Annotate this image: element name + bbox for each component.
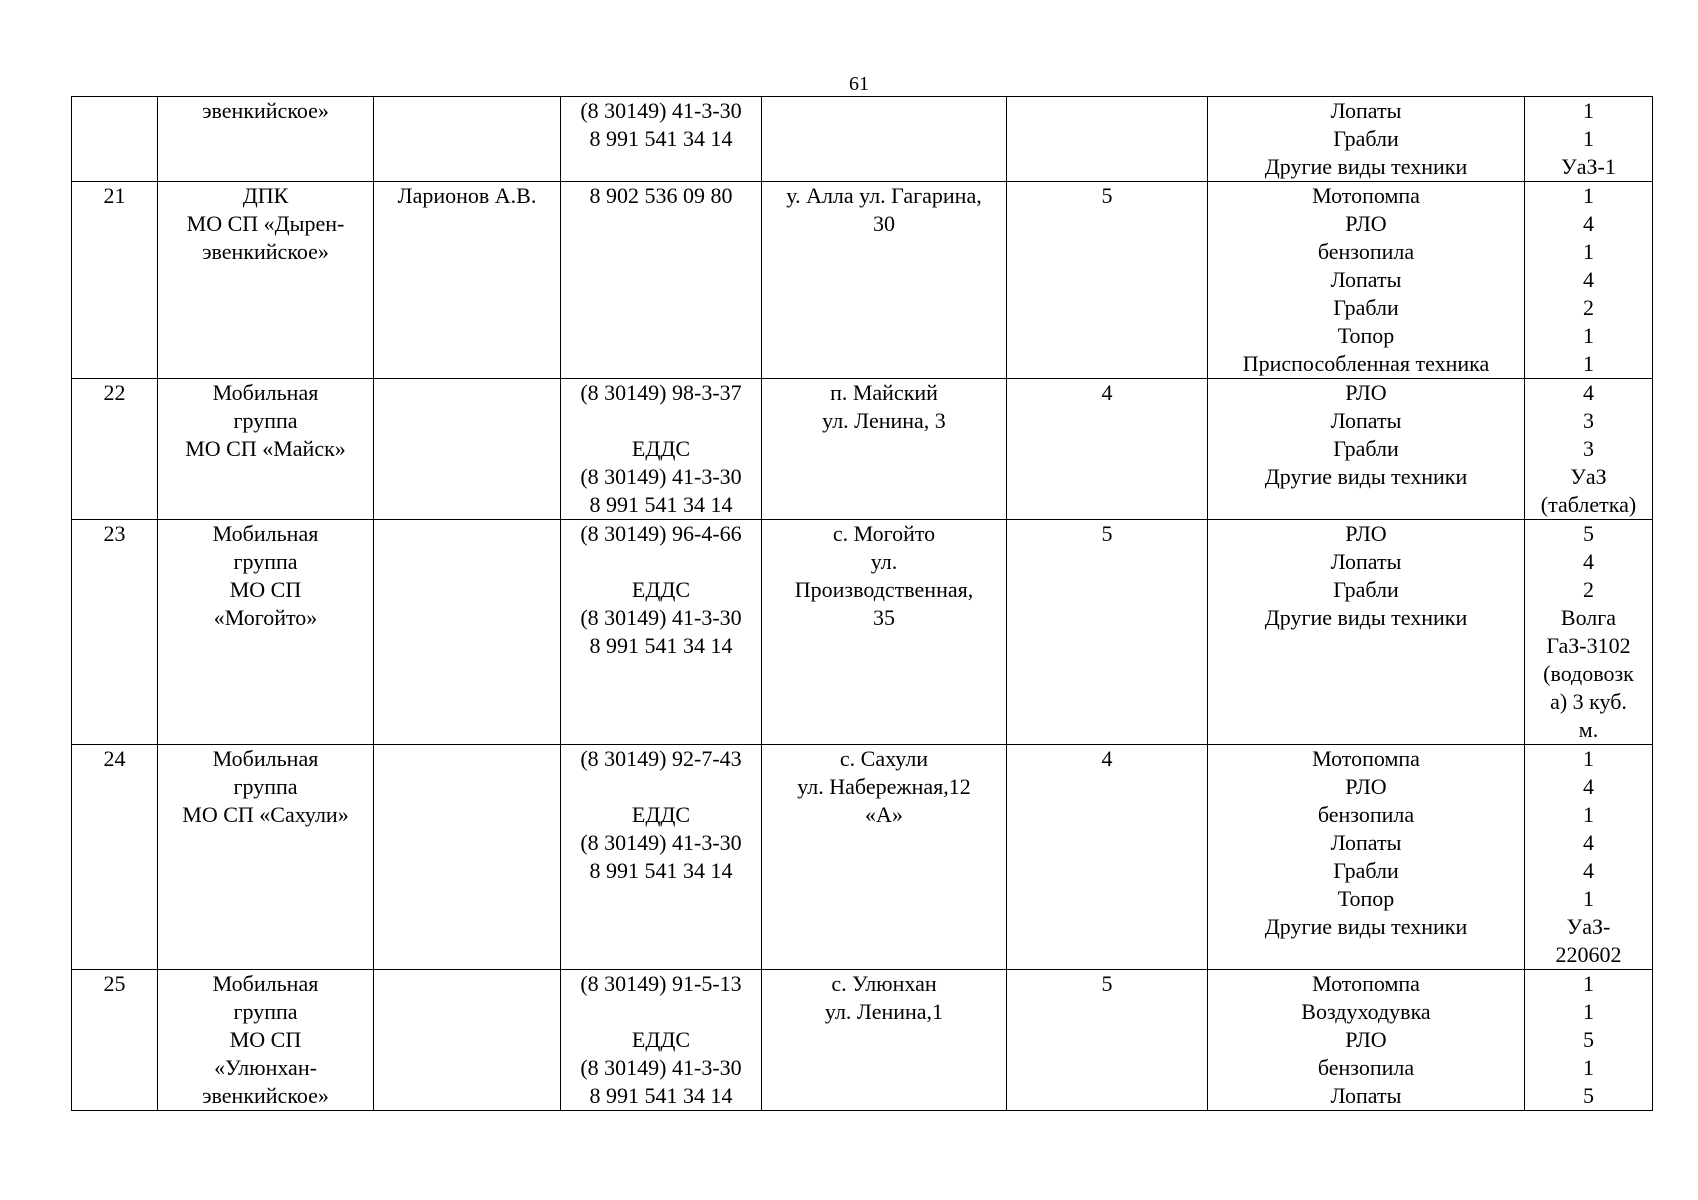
cell-line: 4: [1101, 380, 1113, 405]
cell-line: 4: [1583, 830, 1594, 855]
cell-line: (водовозк: [1543, 661, 1634, 686]
cell-line: [1011, 97, 1203, 125]
cell-line: эвенкийское»: [202, 239, 329, 264]
quantity-cell: [1525, 182, 1653, 379]
cell-line: 3: [1583, 408, 1594, 433]
page-number: 61: [849, 73, 869, 95]
cell-line: 5: [1583, 521, 1594, 546]
cell-line: 8 991 541 34 14: [589, 126, 733, 151]
unit-name-cell: [158, 379, 374, 520]
cell-line: ГаЗ-3102: [1546, 633, 1631, 658]
cell-line: 30: [873, 211, 895, 236]
cell-line: 8 991 541 34 14: [589, 1083, 733, 1108]
cell-line: (8 30149) 41-3-30: [580, 605, 742, 630]
cell-line: 4: [1583, 380, 1594, 405]
cell-line: Грабли: [1333, 577, 1399, 602]
cell-line: (8 30149) 41-3-30: [580, 1055, 742, 1080]
cell-line: 25: [103, 971, 126, 996]
cell-line: Мобильная: [212, 746, 319, 771]
address-cell: [762, 745, 1007, 970]
cell-line: 1: [1583, 886, 1594, 911]
cell-line: Другие виды техники: [1264, 605, 1468, 630]
cell-line: бензопила: [1317, 1055, 1415, 1080]
cell-line: МО СП: [229, 1027, 302, 1052]
cell-line: 3: [1583, 436, 1594, 461]
cell-line: МО СП «Дырен-: [186, 211, 345, 236]
table-row: [72, 379, 1653, 520]
cell-line: «А»: [865, 802, 903, 827]
cell-line: РЛО: [1345, 1027, 1387, 1052]
cell-line: 1: [1583, 746, 1594, 771]
phones-cell: [561, 745, 762, 970]
personnel-count-cell: [1007, 745, 1208, 970]
cell-line: [565, 548, 757, 576]
cell-line: Топор: [1337, 323, 1395, 348]
cell-line: 5: [1583, 1027, 1594, 1052]
personnel-count-cell: [1007, 379, 1208, 520]
cell-line: Приспособленная техника: [1242, 351, 1490, 376]
address-cell: [762, 970, 1007, 1111]
cell-line: эвенкийское»: [202, 1083, 329, 1108]
responsible-cell: [374, 379, 561, 520]
cell-line: [565, 407, 757, 435]
cell-line: ул. Набережная,12: [797, 774, 971, 799]
cell-line: 5: [1101, 971, 1113, 996]
personnel-count-cell: [1007, 520, 1208, 745]
cell-line: 21: [103, 183, 126, 208]
cell-line: «Могойто»: [213, 605, 318, 630]
phones-cell: [561, 520, 762, 745]
cell-line: Лопаты: [1330, 830, 1402, 855]
unit-name-cell: [158, 970, 374, 1111]
cell-line: Другие виды техники: [1264, 914, 1468, 939]
cell-line: 24: [103, 746, 126, 771]
cell-line: РЛО: [1345, 211, 1387, 236]
cell-line: ул. Ленина, 3: [822, 408, 946, 433]
cell-line: ДПК: [242, 183, 289, 208]
cell-line: ЕДДС: [631, 436, 691, 461]
cell-line: УаЗ: [1570, 464, 1607, 489]
cell-line: 5: [1583, 1083, 1594, 1108]
cell-line: с. Улюнхан: [831, 971, 937, 996]
cell-line: 23: [103, 521, 126, 546]
cell-line: 1: [1583, 971, 1594, 996]
personnel-count-cell: [1007, 97, 1208, 182]
cell-line: Лопаты: [1330, 408, 1402, 433]
phones-cell: [561, 970, 762, 1111]
cell-line: Топор: [1337, 886, 1395, 911]
phones-cell: [561, 97, 762, 182]
row-number-cell: [72, 182, 158, 379]
cell-line: 4: [1101, 746, 1113, 771]
cell-line: [565, 773, 757, 801]
cell-line: МО СП «Майск»: [185, 436, 346, 461]
row-number-cell: [72, 970, 158, 1111]
cell-line: 22: [103, 380, 126, 405]
cell-line: Грабли: [1333, 858, 1399, 883]
responsible-cell: [374, 745, 561, 970]
cell-line: Грабли: [1333, 436, 1399, 461]
cell-line: 1: [1583, 323, 1594, 348]
quantity-cell: [1525, 379, 1653, 520]
cell-line: 4: [1583, 774, 1594, 799]
quantity-cell: [1525, 97, 1653, 182]
cell-line: [565, 998, 757, 1026]
cell-line: бензопила: [1317, 802, 1415, 827]
table-row: [72, 745, 1653, 970]
cell-line: Грабли: [1333, 126, 1399, 151]
cell-line: Лопаты: [1330, 1083, 1402, 1108]
cell-line: (8 30149) 92-7-43: [580, 746, 742, 771]
cell-line: ул. Ленина,1: [824, 999, 944, 1024]
address-cell: [762, 97, 1007, 182]
cell-line: Мобильная: [212, 971, 319, 996]
table-row: [72, 97, 1653, 182]
cell-line: Другие виды техники: [1264, 154, 1468, 179]
cell-line: Мотопомпа: [1312, 183, 1420, 208]
cell-line: группа: [233, 999, 298, 1024]
cell-line: м.: [1578, 717, 1599, 742]
cell-line: Лопаты: [1330, 98, 1402, 123]
cell-line: 1: [1583, 98, 1594, 123]
cell-line: Грабли: [1333, 295, 1399, 320]
phones-cell: [561, 379, 762, 520]
row-number-cell: [72, 379, 158, 520]
cell-line: 8 991 541 34 14: [589, 633, 733, 658]
personnel-count-cell: [1007, 970, 1208, 1111]
cell-line: УаЗ-: [1566, 914, 1611, 939]
cell-line: 1: [1583, 239, 1594, 264]
cell-line: 5: [1101, 183, 1113, 208]
responsible-cell: [374, 182, 561, 379]
cell-line: Лопаты: [1330, 267, 1402, 292]
cell-line: 35: [873, 605, 895, 630]
unit-name-cell: [158, 745, 374, 970]
cell-line: РЛО: [1345, 521, 1387, 546]
cell-line: у. Алла ул. Гагарина,: [786, 183, 982, 208]
table-row: [72, 182, 1653, 379]
cell-line: с. Сахули: [839, 746, 929, 771]
quantity-cell: [1525, 745, 1653, 970]
table-row: [72, 520, 1653, 745]
cell-line: [76, 97, 153, 125]
cell-line: 4: [1583, 858, 1594, 883]
cell-line: Мобильная: [212, 521, 319, 546]
unit-name-cell: [158, 520, 374, 745]
cell-line: УаЗ-1: [1561, 154, 1616, 179]
cell-line: МО СП: [229, 577, 302, 602]
cell-line: ЕДДС: [631, 577, 691, 602]
address-cell: [762, 520, 1007, 745]
row-number-cell: [72, 97, 158, 182]
cell-line: «Улюнхан-: [214, 1055, 317, 1080]
cell-line: Производственная,: [794, 577, 974, 602]
cell-line: РЛО: [1345, 774, 1387, 799]
cell-line: 2: [1583, 295, 1594, 320]
cell-line: (8 30149) 41-3-30: [580, 830, 742, 855]
cell-line: 220602: [1555, 942, 1622, 967]
cell-line: Ларионов А.В.: [397, 183, 537, 208]
cell-line: 5: [1101, 521, 1113, 546]
cell-line: Мотопомпа: [1312, 971, 1420, 996]
equipment-cell: [1208, 379, 1525, 520]
cell-line: бензопила: [1317, 239, 1415, 264]
cell-line: группа: [233, 774, 298, 799]
cell-line: ул.: [870, 549, 898, 574]
row-number-cell: [72, 520, 158, 745]
cell-line: Мобильная: [212, 380, 319, 405]
cell-line: 1: [1583, 183, 1594, 208]
table-body: [72, 97, 1653, 1111]
cell-line: РЛО: [1345, 380, 1387, 405]
cell-line: МО СП «Сахули»: [182, 802, 349, 827]
cell-line: ЕДДС: [631, 1027, 691, 1052]
equipment-cell: [1208, 182, 1525, 379]
cell-line: 1: [1583, 1055, 1594, 1080]
equipment-cell: [1208, 970, 1525, 1111]
cell-line: 8 902 536 09 80: [589, 183, 733, 208]
cell-line: 1: [1583, 351, 1594, 376]
address-cell: [762, 379, 1007, 520]
cell-line: п. Майский: [830, 380, 938, 405]
cell-line: 4: [1583, 549, 1594, 574]
cell-line: Мотопомпа: [1312, 746, 1420, 771]
unit-name-cell: [158, 182, 374, 379]
address-cell: [762, 182, 1007, 379]
cell-line: группа: [233, 408, 298, 433]
phones-cell: [561, 182, 762, 379]
responsible-cell: [374, 970, 561, 1111]
cell-line: Волга: [1560, 605, 1617, 630]
equipment-cell: [1208, 745, 1525, 970]
quantity-cell: [1525, 970, 1653, 1111]
cell-line: (8 30149) 96-4-66: [580, 521, 742, 546]
cell-line: Лопаты: [1330, 549, 1402, 574]
cell-line: а) 3 куб.: [1550, 689, 1627, 714]
cell-line: 1: [1583, 999, 1594, 1024]
equipment-cell: [1208, 97, 1525, 182]
table-row: [72, 970, 1653, 1111]
row-number-cell: [72, 745, 158, 970]
cell-line: 1: [1583, 126, 1594, 151]
unit-name-cell: [158, 97, 374, 182]
cell-line: 8 991 541 34 14: [589, 492, 733, 517]
cell-line: (8 30149) 98-3-37: [580, 380, 742, 405]
cell-line: эвенкийское»: [202, 98, 329, 123]
cell-line: Воздуходувка: [1301, 999, 1431, 1024]
cell-line: 4: [1583, 267, 1594, 292]
cell-line: Другие виды техники: [1264, 464, 1468, 489]
cell-line: 8 991 541 34 14: [589, 858, 733, 883]
responsible-cell: [374, 520, 561, 745]
quantity-cell: [1525, 520, 1653, 745]
cell-line: ЕДДС: [631, 802, 691, 827]
cell-line: 1: [1583, 802, 1594, 827]
cell-line: 2: [1583, 577, 1594, 602]
cell-line: 4: [1583, 211, 1594, 236]
cell-line: группа: [233, 549, 298, 574]
cell-line: (таблетка): [1540, 492, 1637, 517]
personnel-count-cell: [1007, 182, 1208, 379]
cell-line: (8 30149) 41-3-30: [580, 464, 742, 489]
cell-line: (8 30149) 41-3-30: [580, 98, 742, 123]
resources-table: [71, 96, 1653, 1111]
responsible-cell: [374, 97, 561, 182]
cell-line: (8 30149) 91-5-13: [580, 971, 742, 996]
cell-line: с. Могойто: [832, 521, 936, 546]
equipment-cell: [1208, 520, 1525, 745]
